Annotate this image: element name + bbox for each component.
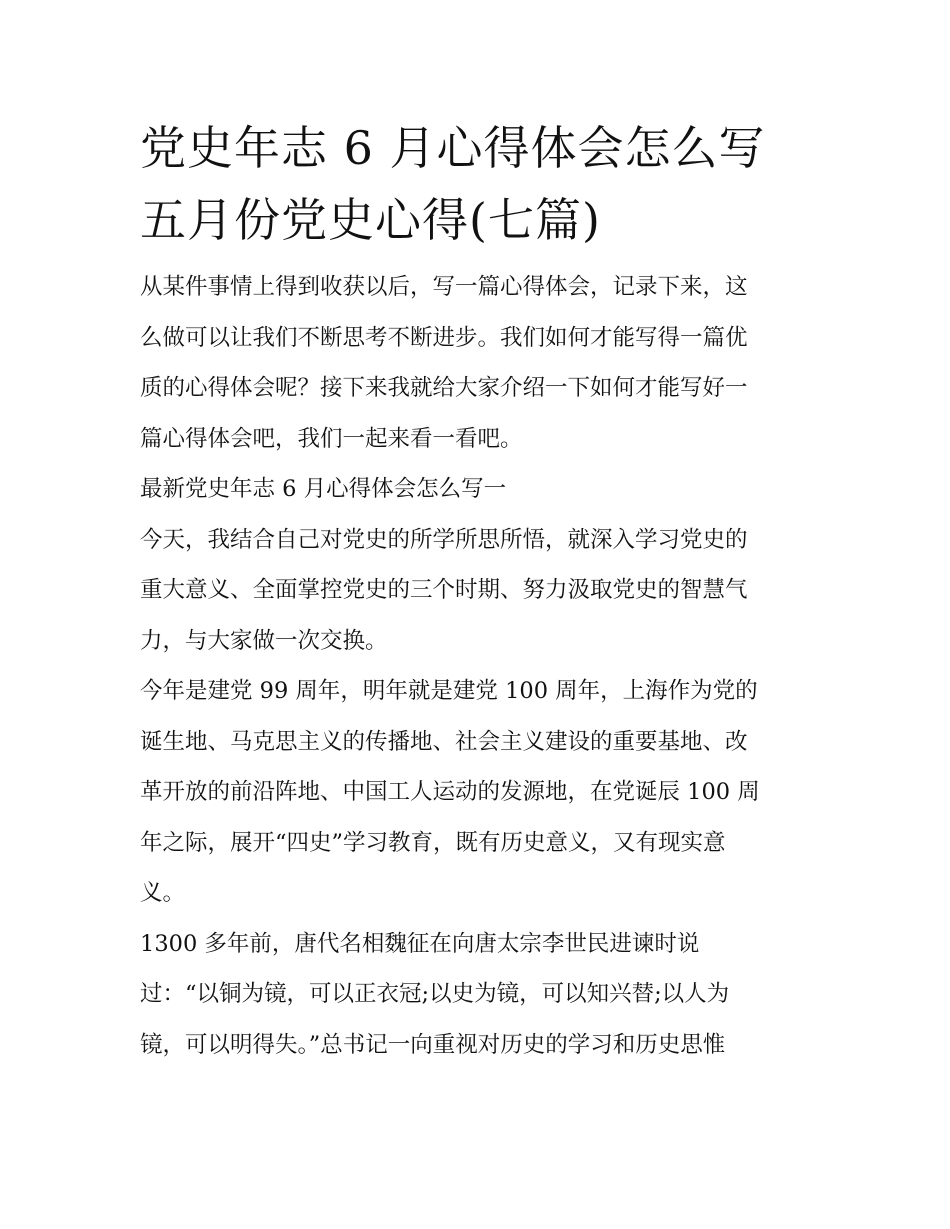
section-heading xyxy=(140,464,820,515)
text-line: 镜，可以明得失。”总书记一向重视对历史的学习和历史思惟 xyxy=(140,1031,726,1058)
text-line: 力，与大家做一次交换。 xyxy=(140,627,388,654)
text-line: 从某件事情上得到收获以后，写一篇心得体会，记录下来，这 xyxy=(140,274,748,300)
body-paragraph xyxy=(140,666,820,919)
text-line: 年之际，展开“四史”学习教育，既有历史意义，又有现实意 xyxy=(140,829,726,856)
text-line: 革开放的前沿阵地、中国工人运动的发源地，在党诞辰 100 周 xyxy=(140,779,760,805)
title-line: 党史年志 6 月心得体会怎么写 xyxy=(140,121,766,175)
title-line: 五月份党史心得(七篇) xyxy=(140,193,601,247)
body-paragraph xyxy=(140,515,820,667)
body-paragraph xyxy=(140,919,820,1071)
text-line: 篇心得体会吧，我们一起来看一看吧。 xyxy=(140,425,523,452)
text-line: 么做可以让我们不断思考不断进步。我们如何才能写得一篇优 xyxy=(140,324,748,351)
text-line: 义。 xyxy=(140,880,186,906)
text-line: 1300 多年前，唐代名相魏征在向唐太宗李世民进谏时说 xyxy=(140,930,700,957)
document-page xyxy=(140,112,820,1070)
text-line: 今天，我结合自己对党史的所学所思所悟，就深入学习党史的 xyxy=(140,526,748,553)
text-line: 重大意义、全面掌控党史的三个时期、努力汲取党史的智慧气 xyxy=(140,577,748,603)
text-line: 今年是建党 99 周年，明年就是建党 100 周年，上海作为党的 xyxy=(140,678,758,704)
document-title xyxy=(140,112,820,256)
text-line: 质的心得体会呢？接下来我就给大家介绍一下如何才能写好一 xyxy=(140,375,748,401)
text-line: 过：“以铜为镜，可以正衣冠;以史为镜，可以知兴替;以人为 xyxy=(140,981,730,1007)
intro-paragraph xyxy=(140,262,820,464)
text-line: 诞生地、马克思主义的传播地、社会主义建设的重要基地、改 xyxy=(140,728,748,755)
text-line: 最新党史年志 6 月心得体会怎么写一 xyxy=(140,476,507,502)
